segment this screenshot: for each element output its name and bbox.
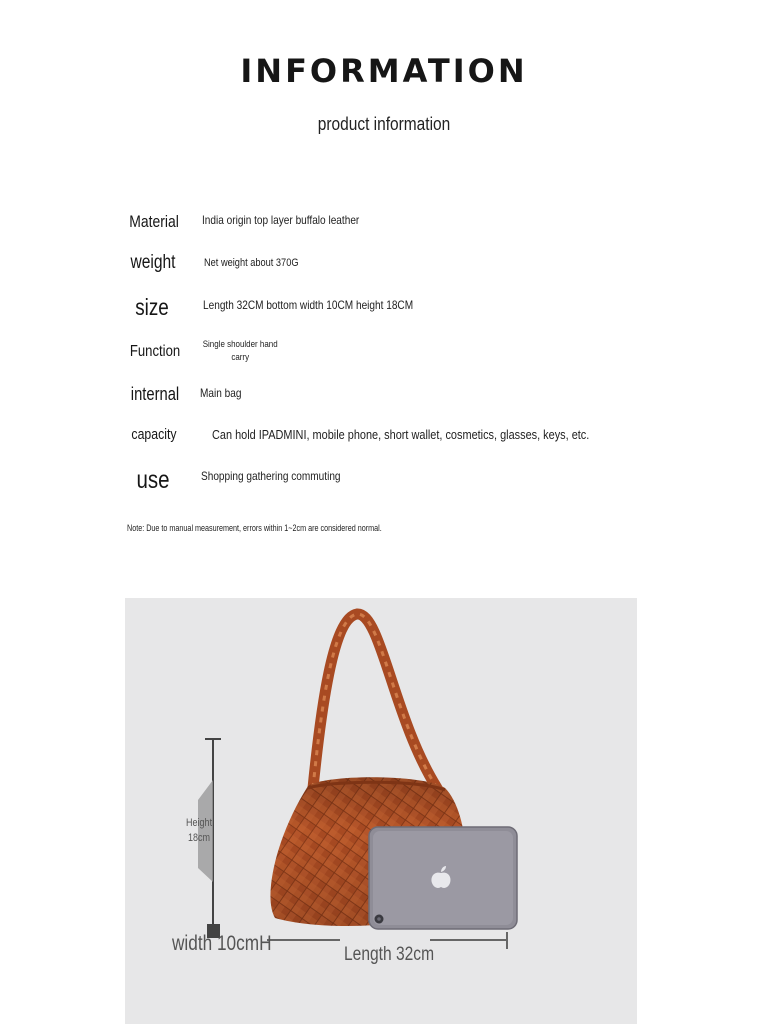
spec-label: capacity xyxy=(131,426,177,443)
spec-row-use xyxy=(0,466,768,506)
measurement-note: Note: Due to manual measurement, errors within 1~2cm are considered normal. xyxy=(127,523,382,533)
spec-value: India origin top layer buffalo leather xyxy=(202,213,360,227)
spec-row-size xyxy=(0,294,768,334)
spec-label: size xyxy=(135,294,169,320)
height-dimension-label xyxy=(186,816,212,846)
spec-value: Net weight about 370G xyxy=(204,257,299,269)
length-dimension-label: Length 32cm xyxy=(344,944,435,965)
spec-label: weight xyxy=(130,252,176,273)
bag-handle xyxy=(313,614,437,788)
product-photo xyxy=(125,598,637,1024)
spec-value: Length 32CM bottom width 10CM height 18CM xyxy=(203,298,414,312)
spec-label: internal xyxy=(130,384,180,404)
spec-row-material xyxy=(0,210,768,250)
spec-row-function xyxy=(0,337,768,377)
height-label-line2: 18cm xyxy=(187,832,211,844)
spec-value: Shopping gathering commuting xyxy=(201,469,341,483)
height-label-line1: Height xyxy=(186,817,213,829)
width-dimension-label: width 10cmH xyxy=(172,932,272,955)
spec-label: Function xyxy=(129,343,181,360)
spec-row-capacity xyxy=(0,425,768,465)
spec-value: Single shoulder hand carry xyxy=(202,339,278,363)
spec-label: Material xyxy=(129,212,179,231)
tablet-device xyxy=(369,827,517,929)
spec-value: Main bag xyxy=(200,386,242,400)
spec-value: Can hold IPADMINI, mobile phone, short wallet, cosmetics, glasses, keys, etc. xyxy=(212,427,590,442)
page-title: INFORMATION xyxy=(240,52,528,90)
spec-row-internal xyxy=(0,383,768,423)
spec-row-weight xyxy=(0,251,768,291)
spec-label: use xyxy=(136,466,170,494)
page-subtitle: product information xyxy=(317,114,451,134)
